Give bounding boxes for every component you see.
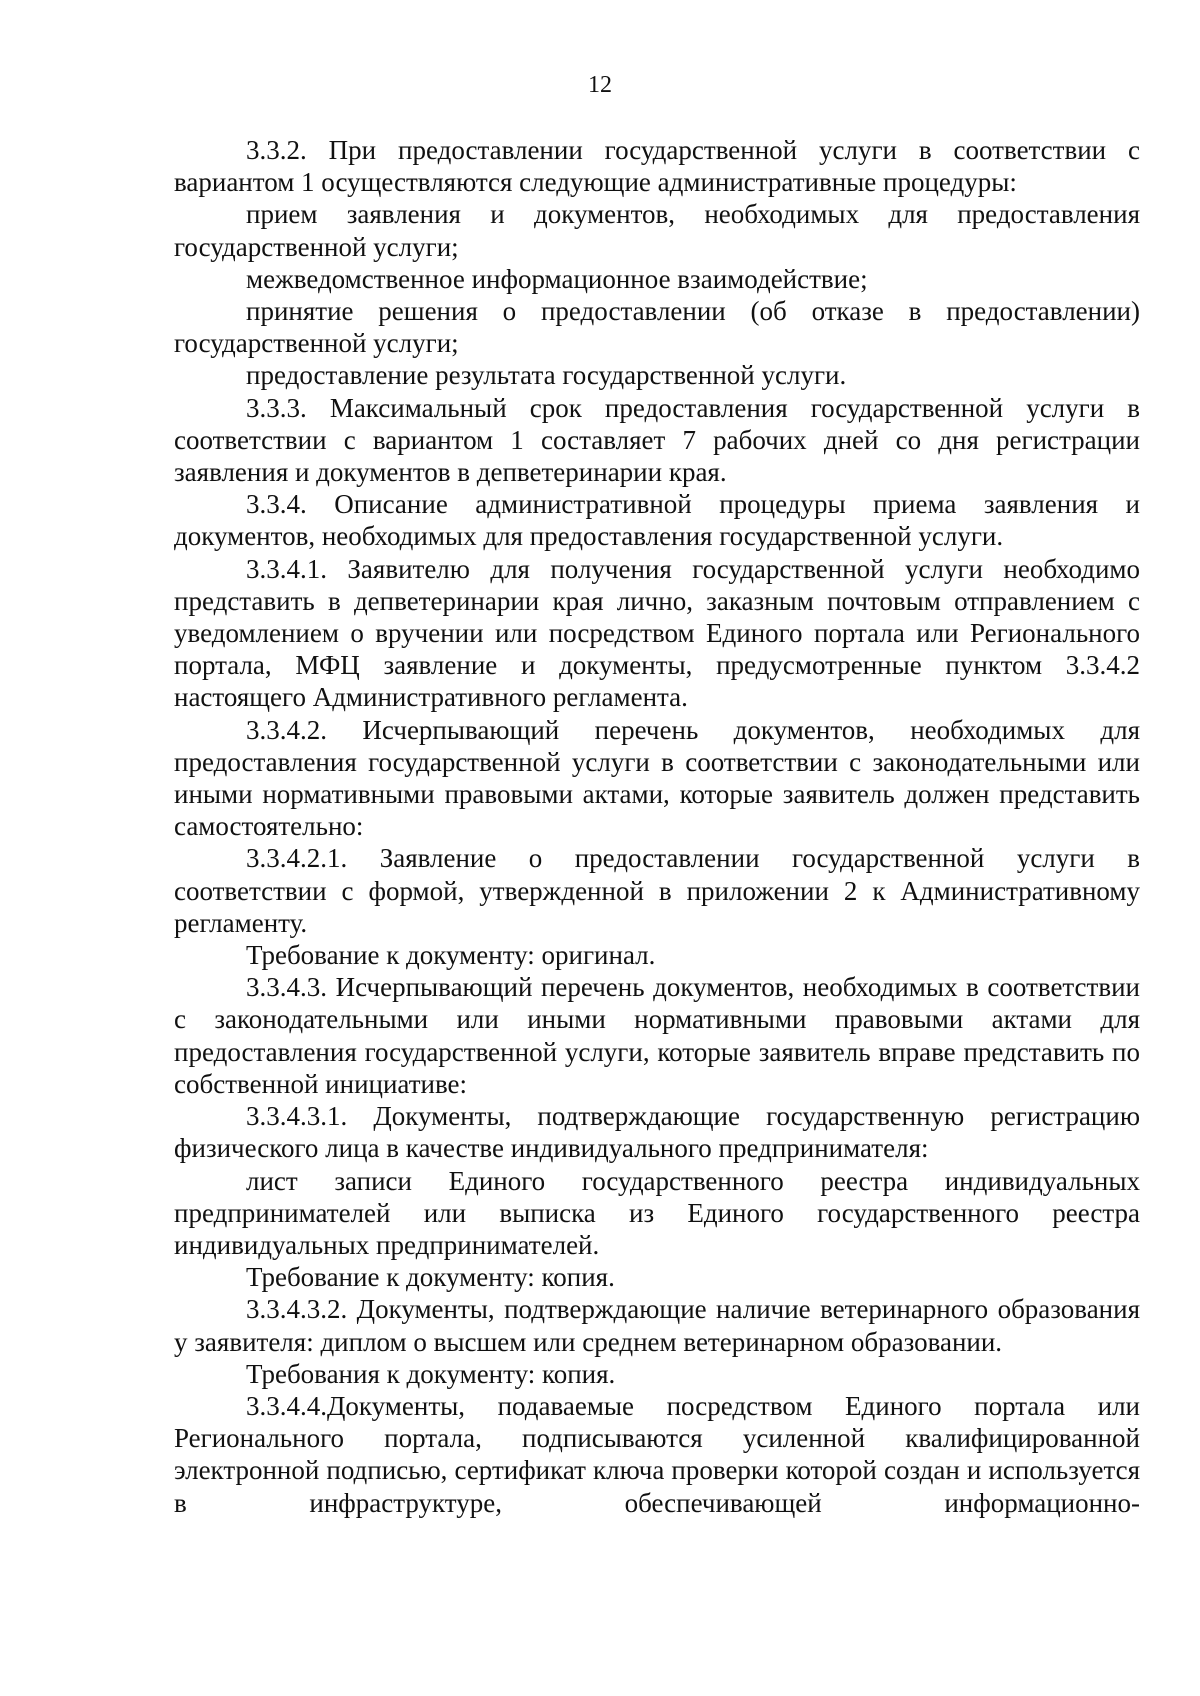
paragraph-3-3-4-3: 3.3.4.3. Исчерпывающий перечень документов, необходимых в соответствии с законодательными или иными нормативными правовыми актами для предоставления государственной услуги, которые заявитель вправе представить по собственной инициативе:	[174, 972, 1140, 1099]
paragraph-3-3-4-3-2: 3.3.4.3.2. Документы, подтверждающие наличие ветеринарного образования у заявителя: диплом о высшем или среднем ветеринарном образовании.	[174, 1294, 1140, 1357]
registry-extract-item: лист записи Единого государственного реестра индивидуальных предпринимателей или выписка из Единого государственного реестра индивидуальных предпринимателей.	[174, 1165, 1140, 1260]
paragraph-3-3-4-4: 3.3.4.4.Документы, подаваемые посредством Единого портала или Регионального портала, подписываются усиленной квалифицированной электронной подписью, сертификат ключа проверки которой создан и используется в инфраструктуре, обеспечивающей информационно-	[174, 1390, 1140, 1518]
procedure-item-interagency: межведомственное информационное взаимодействие;	[246, 263, 868, 294]
procedure-item-reception: прием заявления и документов, необходимых для предоставления государственной услуги;	[174, 199, 1140, 262]
requirement-original: Требование к документу: оригинал.	[246, 940, 656, 971]
requirement-copy: Требование к документу: копия.	[246, 1262, 615, 1293]
procedure-item-result: предоставление результата государственной услуги.	[246, 360, 847, 391]
document-body	[174, 134, 1140, 1519]
procedure-item-decision: принятие решения о предоставлении (об отказе в предоставлении) государственной услуги;	[174, 296, 1140, 359]
paragraph-3-3-4-3-1: 3.3.4.3.1. Документы, подтверждающие государственную регистрацию физического лица в качестве индивидуального предпринимателя:	[174, 1101, 1140, 1164]
page-number: 12	[588, 72, 612, 98]
requirements-copy: Требования к документу: копия.	[246, 1358, 616, 1389]
paragraph-3-3-3: 3.3.3. Максимальный срок предоставления государственной услуги в соответствии с вариантом 1 составляет 7 рабочих дней со дня регистрации заявления и документов в депветеринарии края.	[174, 392, 1140, 488]
paragraph-3-3-4: 3.3.4. Описание административной процедуры приема заявления и документов, необходимых для предоставления государственной услуги.	[174, 489, 1140, 552]
paragraph-3-3-4-2: 3.3.4.2. Исчерпывающий перечень документов, необходимых для предоставления государственной услуги в соответствии с законодательными или иными нормативными правовыми актами, которые заявитель должен представить самостоятельно:	[174, 714, 1140, 842]
paragraph-3-3-4-1: 3.3.4.1. Заявителю для получения государственной услуги необходимо представить в депветеринарии края лично, заказным почтовым отправлением с уведомлением о вручении или посредством Единого портала или Регионального портала, МФЦ заявление и документы, предусмотренные пунктом 3.3.4.2 настоящего Административного регламента.	[174, 553, 1140, 713]
paragraph-3-3-2: 3.3.2. При предоставлении государственной услуги в соответствии с вариантом 1 осуществляются следующие административные процедуры:	[174, 135, 1140, 198]
paragraph-3-3-4-2-1: 3.3.4.2.1. Заявление о предоставлении государственной услуги в соответствии с формой, утвержденной в приложении 2 к Административному регламенту.	[174, 843, 1140, 938]
